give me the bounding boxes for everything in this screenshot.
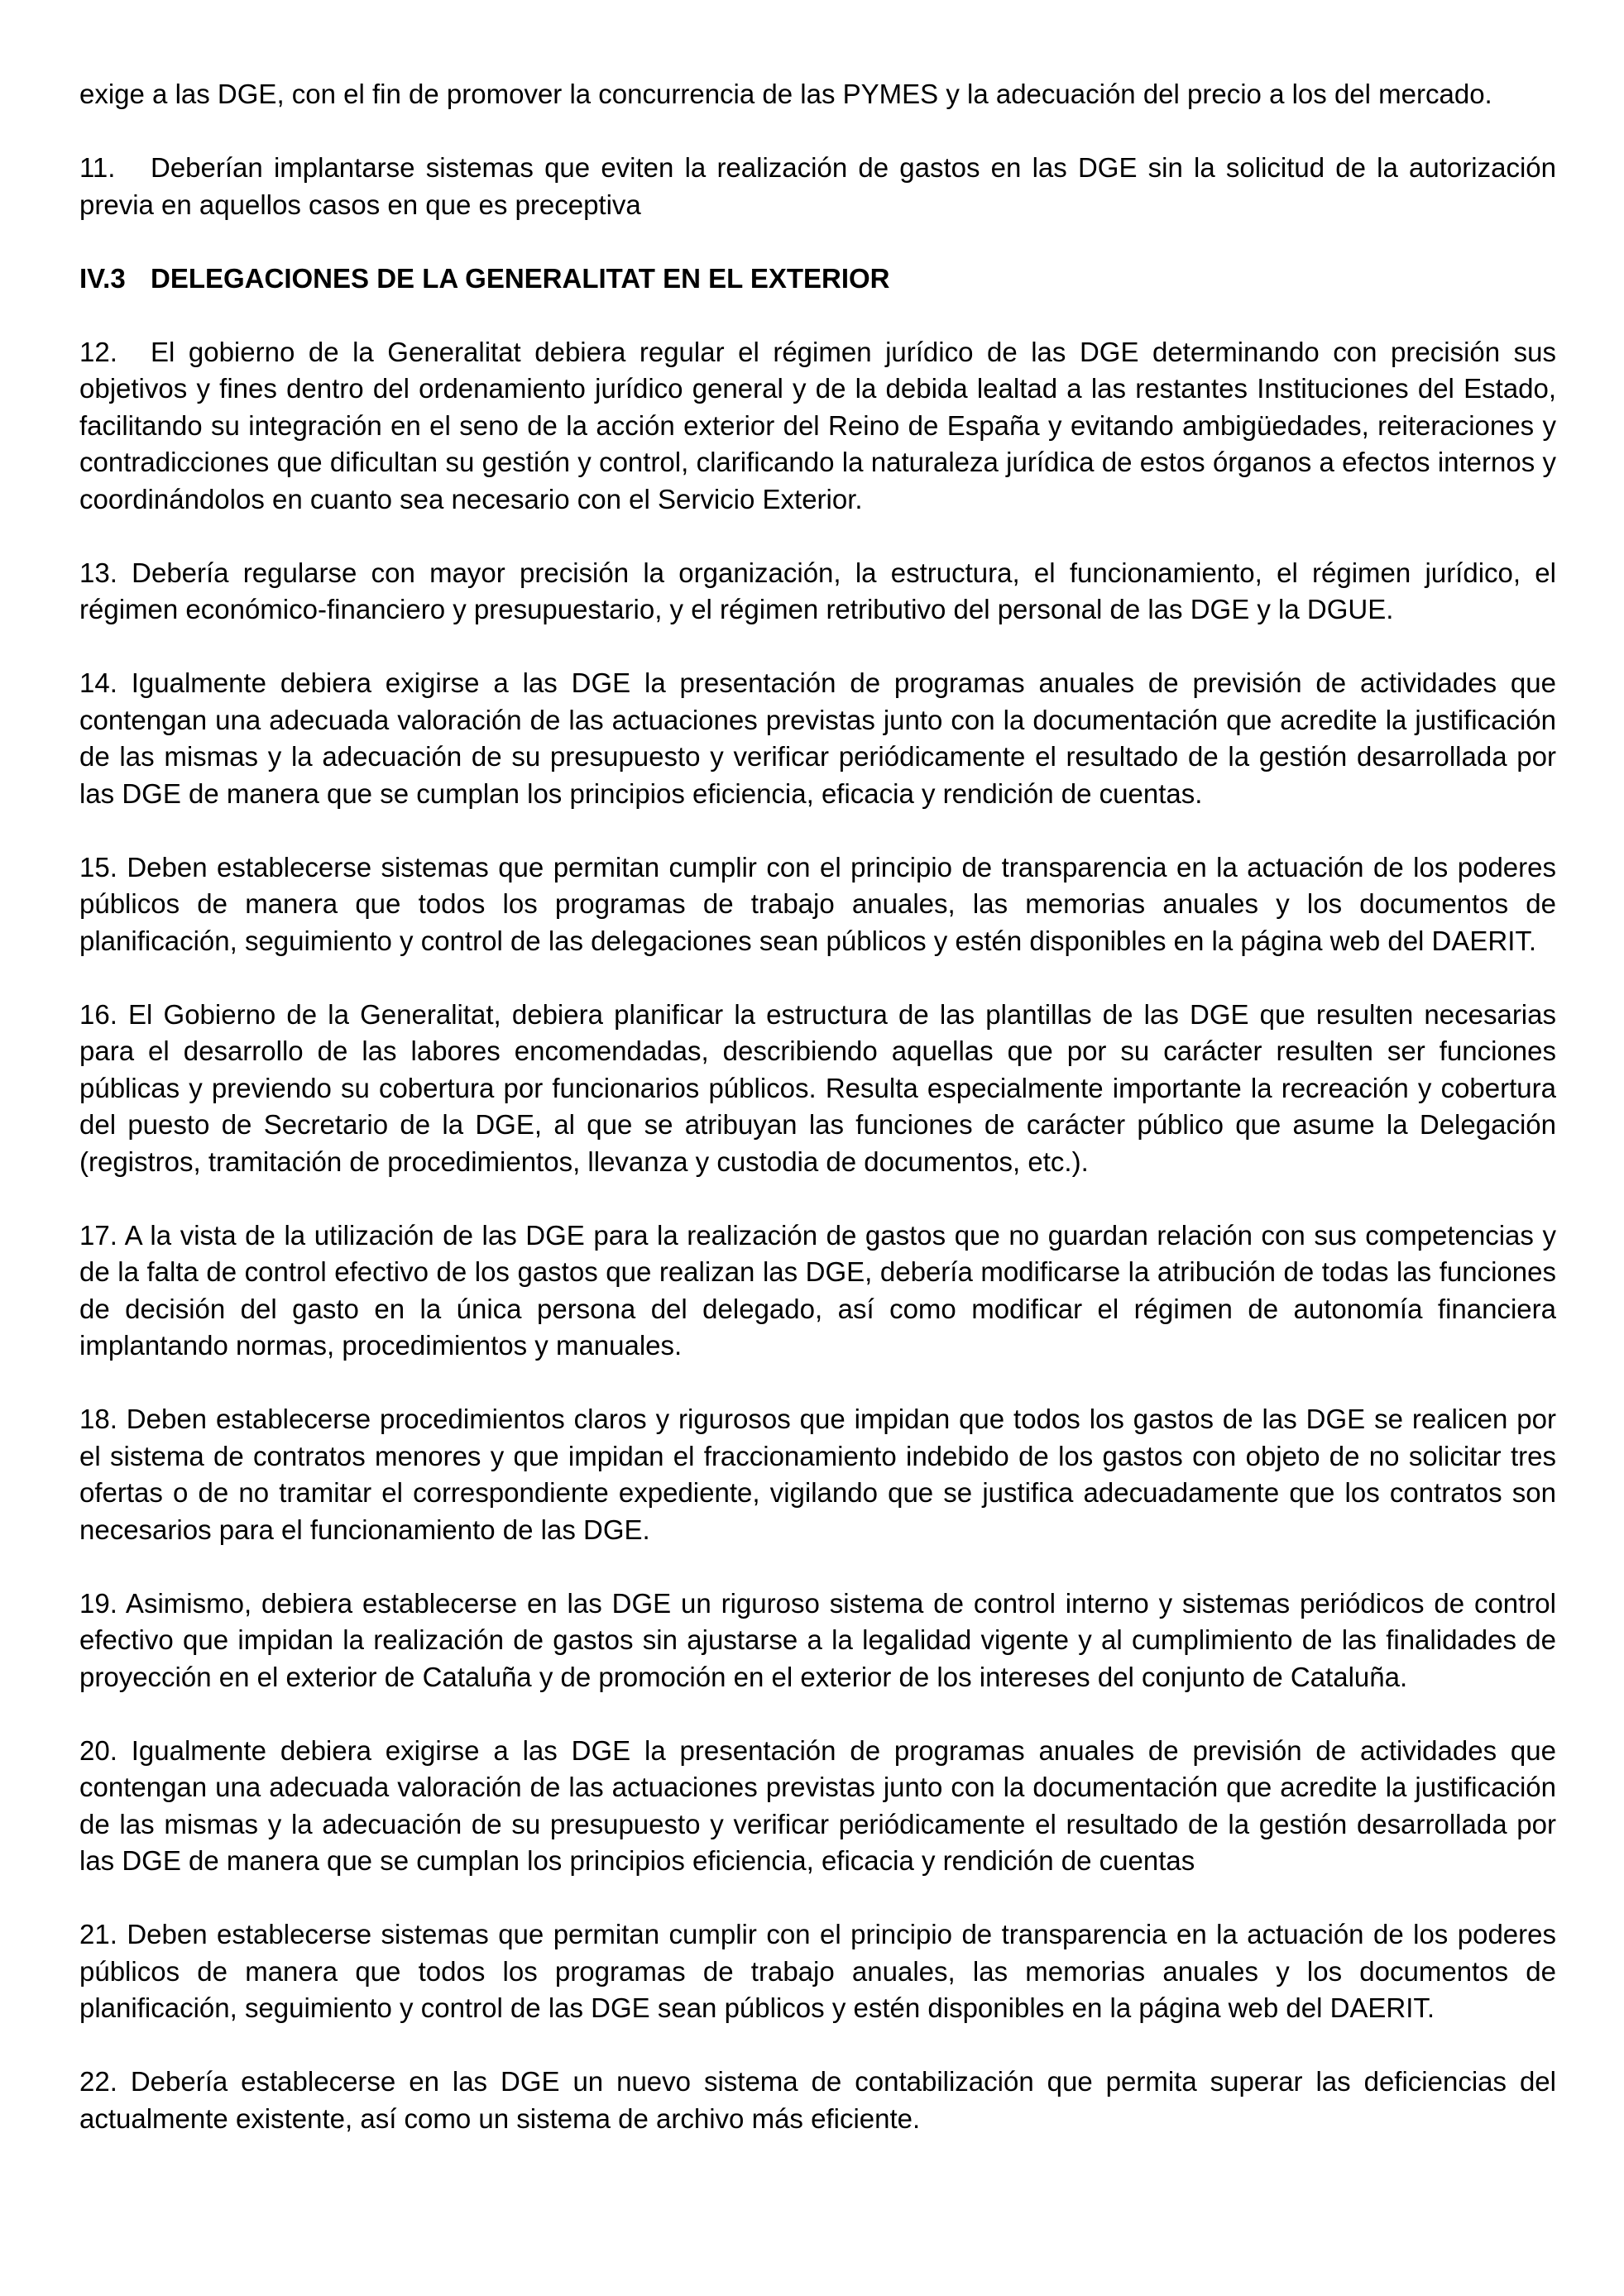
recommendation-14: 14. Igualmente debiera exigirse a las DGE la presentación de programas anuales de previsión de actividades que contengan una adecuada valoración de las actuaciones previstas junto con la documentación que acredite la justificación de las mismas y la adecuación de su presupuesto y verificar periódicamente el resultado de la gestión desarrollada por las DGE de manera que se cumplan los principios eficiencia, eficacia y rendición de cuentas.: [79, 667, 1556, 809]
section-title: DELEGACIONES DE LA GENERALITAT EN EL EXTERIOR: [151, 262, 890, 294]
recommendation-12: [79, 334, 1556, 519]
recommendation-number: 12.: [79, 336, 117, 367]
recommendation-21: 21. Deben establecerse sistemas que permitan cumplir con el principio de transparencia en la actuación de los poderes públicos de manera que todos los programas de trabajo anuales, las memorias anuales y los documentos de planificación, seguimiento y control de las DGE sean públicos y estén disponibles en la página web del DAERIT.: [79, 1919, 1556, 2023]
recommendation-15: 15. Deben establecerse sistemas que permitan cumplir con el principio de transparencia en la actuación de los poderes públicos de manera que todos los programas de trabajo anuales, las memorias anuales y los documentos de planificación, seguimiento y control de las delegaciones sean públicos y estén disponibles en la página web del DAERIT.: [79, 851, 1556, 956]
recommendation-text: Deberían implantarse sistemas que eviten la realización de gastos en las DGE sin la solicitud de la autorización previa en aquellos casos en que es preceptiva: [79, 152, 1556, 220]
intro-paragraph: exige a las DGE, con el fin de promover la concurrencia de las PYMES y la adecuación del precio a los del mercado.: [79, 79, 1492, 109]
recommendation-number: 11.: [79, 152, 116, 183]
recommendation-22: 22. Debería establecerse en las DGE un nuevo sistema de contabilización que permita superar las deficiencias del actualmente existente, así como un sistema de archivo más eficiente.: [79, 2066, 1556, 2134]
recommendation-11: [79, 150, 1556, 223]
recommendation-17: 17. A la vista de la utilización de las DGE para la realización de gastos que no guardan relación con sus competencias y de la falta de control efectivo de los gastos que realizan las DGE, debería modificarse la atribución de todas las funciones de decisión del gasto en la única persona del delegado, así como modificar el régimen de autonomía financiera implantando normas, procedimientos y manuales.: [79, 1219, 1556, 1361]
recommendation-13: 13. Debería regularse con mayor precisión la organización, la estructura, el funcionamiento, el régimen jurídico, el régimen económico-financiero y presupuestario, y el régimen retributivo del personal de las DGE y la DGUE.: [79, 557, 1556, 624]
section-heading: [79, 261, 1556, 298]
section-number: IV.3: [79, 262, 126, 294]
recommendation-20: 20. Igualmente debiera exigirse a las DGE la presentación de programas anuales de previsión de actividades que contengan una adecuada valoración de las actuaciones previstas junto con la documentación que acredite la justificación de las mismas y la adecuación de su presupuesto y verificar periódicamente el resultado de la gestión desarrollada por las DGE de manera que se cumplan los principios eficiencia, eficacia y rendición de cuentas: [79, 1734, 1556, 1876]
recommendation-text: El gobierno de la Generalitat debiera regular el régimen jurídico de las DGE determinando con precisión sus objetivos y fines dentro del ordenamiento jurídico general y de la debida lealtad a las restantes Instituciones del Estado, facilitando su integración en el seno de la acción exterior del Reino de España y evitando ambigüedades, reiteraciones y contradicciones que dificultan su gestión y control, clarificando la naturaleza jurídica de estos órganos a efectos internos y coordinándolos en cuanto sea necesario con el Servicio Exterior.: [79, 336, 1556, 514]
recommendation-16: 16. El Gobierno de la Generalitat, debiera planificar la estructura de las plantillas de las DGE que resulten necesarias para el desarrollo de las labores encomendadas, describiendo aquellas que por su carácter resulten ser funciones públicas y previendo su cobertura por funcionarios públicos. Resulta especialmente importante la recreación y cobertura del puesto de Secretario de la DGE, al que se atribuyan las funciones de carácter público que asume la Delegación (registros, tramitación de procedimientos, llevanza y custodia de documentos, etc.).: [79, 998, 1556, 1177]
recommendation-18: 18. Deben establecerse procedimientos claros y rigurosos que impidan que todos los gastos de las DGE se realicen por el sistema de contratos menores y que impidan el fraccionamiento indebido de los gastos con objeto de no solicitar tres ofertas o de no tramitar el correspondiente expediente, vigilando que se justifica adecuadamente que los contratos son necesarios para el funcionamiento de las DGE.: [79, 1404, 1556, 1545]
document-page: [79, 76, 1556, 2174]
recommendation-19: 19. Asimismo, debiera establecerse en las DGE un riguroso sistema de control interno y sistemas periódicos de control efectivo que impidan la realización de gastos sin ajustarse a la legalidad vigente y al cumplimiento de las finalidades de proyección en el exterior de Cataluña y de promoción en el exterior de los intereses del conjunto de Cataluña.: [79, 1587, 1556, 1692]
